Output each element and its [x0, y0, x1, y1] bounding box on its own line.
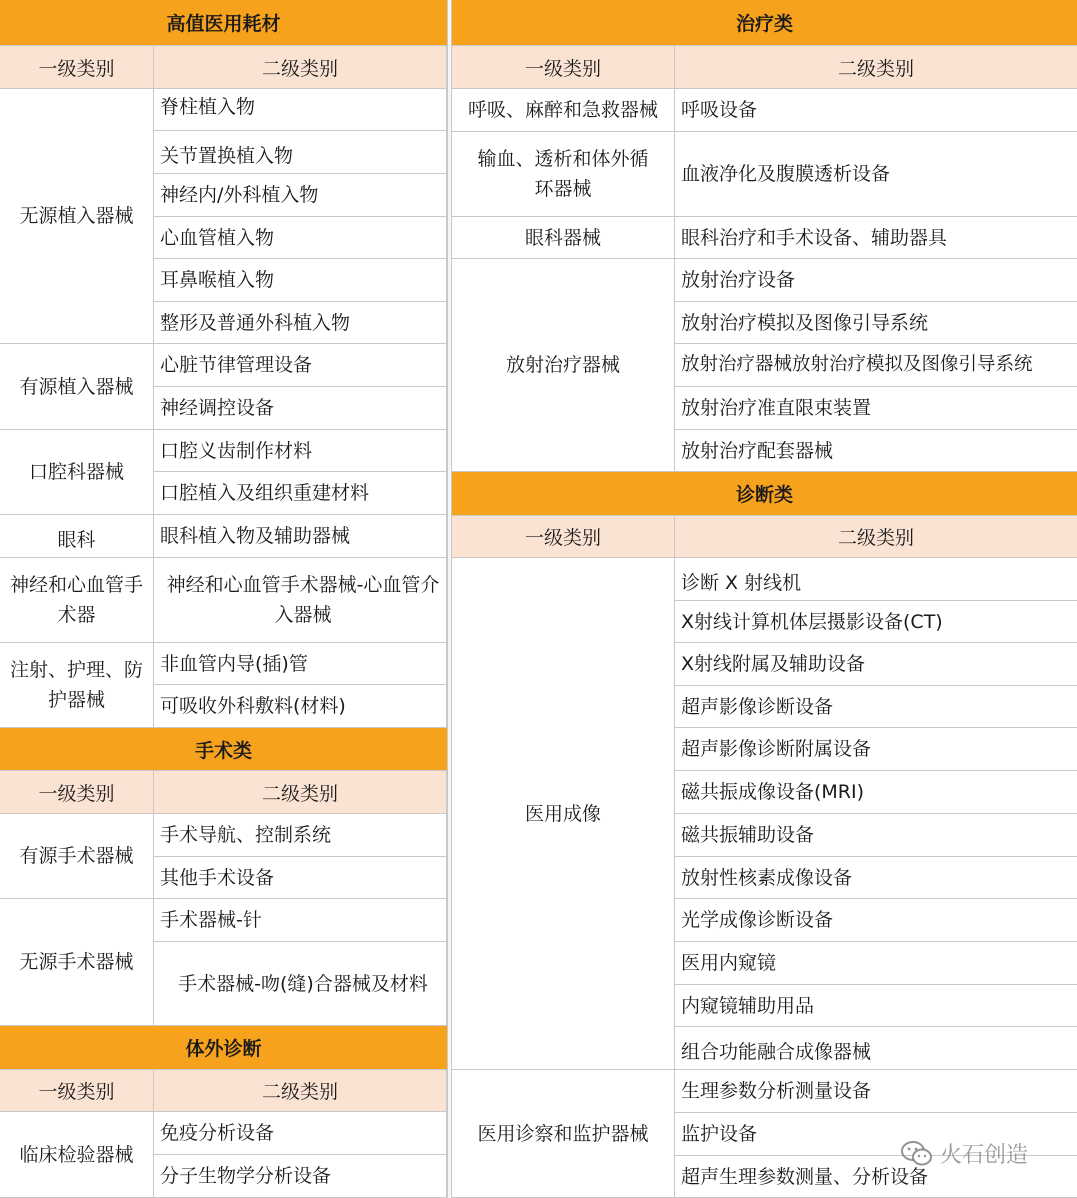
- level2-cell: 心血管植入物: [154, 217, 447, 259]
- level2-cell: 放射治疗准直限束装置: [675, 387, 1077, 430]
- level1-cell: 输血、透析和体外循环器械: [452, 132, 675, 217]
- level1-cell: 眼科: [0, 515, 154, 558]
- header-level1: 一级类别: [0, 771, 154, 814]
- level2-cell: 生理参数分析测量设备: [675, 1070, 1077, 1113]
- watermark: [900, 1138, 1028, 1169]
- section-title-therapy: 治疗类: [452, 0, 1077, 46]
- header-level1: 一级类别: [0, 1070, 154, 1112]
- level2-cell: 耳鼻喉植入物: [154, 259, 447, 302]
- level2-cell: X射线计算机体层摄影设备(CT): [675, 601, 1077, 643]
- level2-cell: 非血管内导(插)管: [154, 643, 447, 685]
- level2-cell: 关节置换植入物: [154, 131, 447, 174]
- level2-cell: 血液净化及腹膜透析设备: [675, 132, 1077, 217]
- level2-cell: 诊断 X 射线机: [675, 558, 1077, 601]
- level2-cell: 超声影像诊断设备: [675, 686, 1077, 728]
- level2-cell: 神经内/外科植入物: [154, 174, 447, 217]
- level2-cell: 放射治疗设备: [675, 259, 1077, 302]
- header-level1: 一级类别: [452, 46, 675, 89]
- header-level2: 二级类别: [154, 771, 447, 814]
- level1-cell: 口腔科器械: [0, 430, 154, 515]
- level1-cell: 神经和心血管手术器: [0, 558, 154, 643]
- level2-cell: 脊柱植入物: [154, 89, 447, 131]
- level2-cell: 心脏节律管理设备: [154, 344, 447, 387]
- level1-cell: 无源手术器械: [0, 899, 154, 1026]
- level1-cell: 有源植入器械: [0, 344, 154, 430]
- watermark-text: 火石创造: [940, 1143, 1029, 1168]
- level1-cell: 临床检验器械: [0, 1112, 154, 1198]
- level2-cell: 放射性核素成像设备: [675, 857, 1077, 899]
- level2-cell: 组合功能融合成像器械: [675, 1027, 1077, 1070]
- wechat-icon: [900, 1140, 934, 1168]
- level2-cell: 神经和心血管手术器械-心血管介入器械: [154, 558, 447, 643]
- level2-cell: 呼吸设备: [675, 89, 1077, 132]
- level2-cell: 监护设备: [675, 1113, 1077, 1156]
- header-level2: 二级类别: [675, 516, 1077, 558]
- section-title-high-value: 高值医用耗材: [0, 0, 447, 46]
- level2-cell: X射线附属及辅助设备: [675, 643, 1077, 686]
- level1-cell: 医用成像: [452, 558, 675, 1070]
- level2-cell: 内窥镜辅助用品: [675, 985, 1077, 1027]
- header-level2: 二级类别: [154, 1070, 447, 1112]
- level1-cell: 呼吸、麻醉和急救器械: [452, 89, 675, 132]
- level2-cell: 磁共振辅助设备: [675, 814, 1077, 857]
- level2-cell: 免疫分析设备: [154, 1112, 447, 1155]
- level2-cell: 放射治疗配套器械: [675, 430, 1077, 472]
- level2-cell: 整形及普通外科植入物: [154, 302, 447, 344]
- level2-cell: 分子生物学分析设备: [154, 1155, 447, 1198]
- level2-cell: 眼科治疗和手术设备、辅助器具: [675, 217, 1077, 259]
- section-title-diagnosis: 诊断类: [452, 472, 1077, 516]
- level2-cell: 口腔植入及组织重建材料: [154, 472, 447, 515]
- level1-cell: 有源手术器械: [0, 814, 154, 899]
- level2-cell: 口腔义齿制作材料: [154, 430, 447, 472]
- level2-cell: 磁共振成像设备(MRI): [675, 771, 1077, 814]
- level2-cell: 其他手术设备: [154, 857, 447, 899]
- level2-cell: 可吸收外科敷料(材料): [154, 685, 447, 728]
- level2-cell: 超声影像诊断附属设备: [675, 728, 1077, 771]
- section-title-surgery: 手术类: [0, 728, 447, 771]
- level2-cell: 手术器械-吻(缝)合器械及材料: [154, 942, 447, 1026]
- level2-cell: 手术器械-针: [154, 899, 447, 942]
- level2-cell: 医用内窥镜: [675, 942, 1077, 985]
- level2-cell: 放射治疗模拟及图像引导系统: [675, 302, 1077, 344]
- header-level1: 一级类别: [0, 46, 154, 89]
- header-level2: 二级类别: [675, 46, 1077, 89]
- level1-cell: 眼科器械: [452, 217, 675, 259]
- level2-cell: 眼科植入物及辅助器械: [154, 515, 447, 558]
- header-level2: 二级类别: [154, 46, 447, 89]
- level2-cell: 超声生理参数测量、分析设备: [675, 1156, 1077, 1198]
- level2-cell: 神经调控设备: [154, 387, 447, 430]
- section-title-ivd: 体外诊断: [0, 1026, 447, 1070]
- level1-cell: 注射、护理、防护器械: [0, 643, 154, 728]
- level1-cell: 无源植入器械: [0, 89, 154, 344]
- level2-cell: 手术导航、控制系统: [154, 814, 447, 857]
- header-level1: 一级类别: [452, 516, 675, 558]
- level1-cell: 医用诊察和监护器械: [452, 1070, 675, 1198]
- level2-cell: 放射治疗器械放射治疗模拟及图像引导系统: [675, 344, 1077, 387]
- level1-cell: 放射治疗器械: [452, 259, 675, 472]
- level2-cell: 光学成像诊断设备: [675, 899, 1077, 942]
